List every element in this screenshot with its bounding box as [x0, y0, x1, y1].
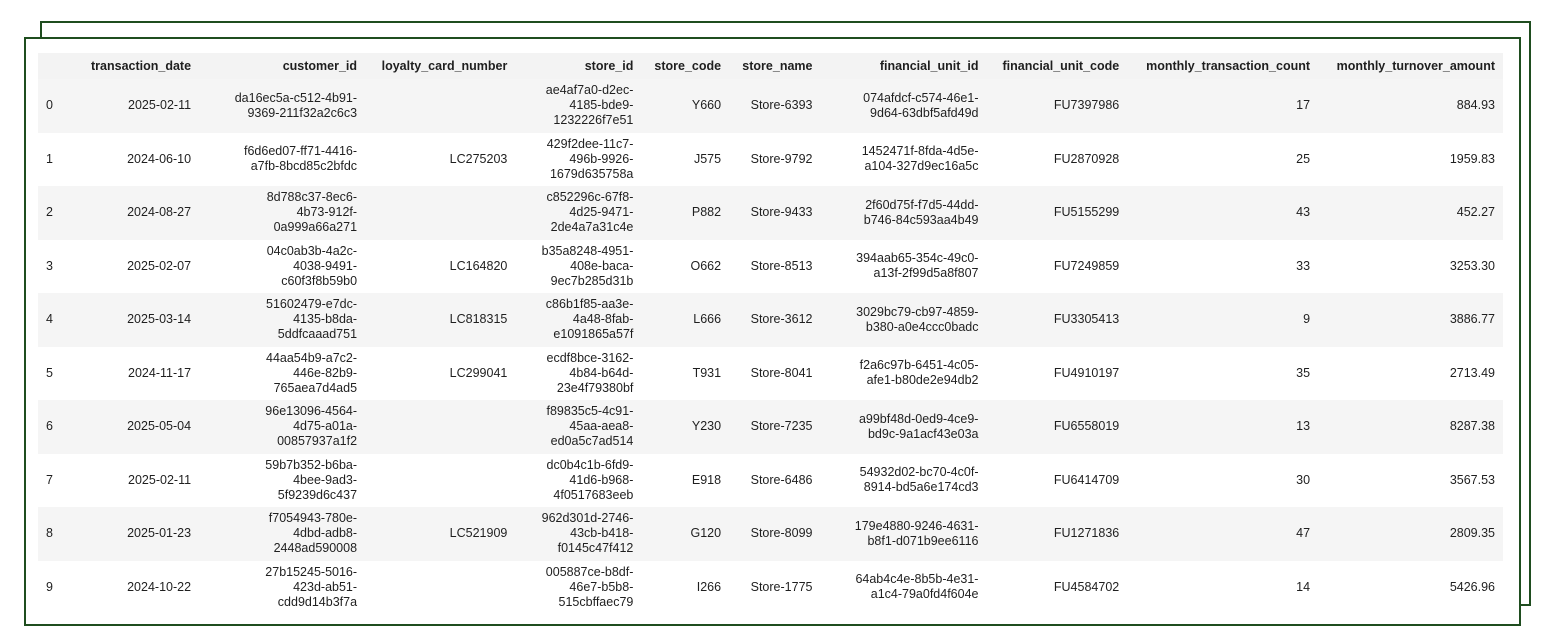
column-header-store-name: store_name	[729, 53, 820, 79]
cell-line: b8f1-d071b9ee6116	[867, 533, 979, 548]
cell-line: 43cb-b418-	[570, 526, 634, 541]
cell-line: c86b1f85-aa3e-	[545, 297, 634, 312]
cell-line: f89835c5-4c91-	[546, 404, 634, 419]
row-index: 4	[38, 293, 76, 347]
row-index: 7	[38, 454, 76, 508]
cell-store-id	[515, 561, 641, 615]
cell-line: 4d75-a01a-	[293, 419, 358, 434]
cell-transaction-date: 2025-05-04	[76, 400, 199, 454]
cell-financial-unit-code: FU7249859	[986, 240, 1127, 294]
cell-line: 4185-bde9-	[569, 98, 634, 113]
cell-store-code: T931	[641, 347, 729, 401]
cell-financial-unit-code: FU6558019	[986, 400, 1127, 454]
cell-store-name: Store-1775	[729, 561, 820, 615]
cell-financial-unit-id	[820, 454, 986, 508]
cell-line: a7fb-8bcd85c2bfdc	[250, 159, 358, 174]
table-row	[38, 240, 1503, 294]
cell-loyalty-card-number	[365, 79, 515, 133]
cell-financial-unit-id	[820, 400, 986, 454]
cell-financial-unit-code: FU7397986	[986, 79, 1127, 133]
cell-monthly-transaction-count: 47	[1127, 507, 1318, 561]
cell-line: 4d25-9471-	[569, 205, 634, 220]
column-header-monthly-turnover-amount: monthly_turnover_amount	[1318, 53, 1503, 79]
cell-line: 9ec7b285d31b	[550, 273, 634, 288]
cell-line: c852296c-67f8-	[546, 190, 634, 205]
cell-financial-unit-id	[820, 507, 986, 561]
cell-line: 446e-82b9-	[293, 365, 358, 380]
table-row	[38, 400, 1503, 454]
cell-line: b746-84c593aa4b49	[863, 212, 979, 227]
cell-line: 8d788c37-8ec6-	[266, 190, 358, 205]
cell-store-id	[515, 293, 641, 347]
cell-store-name: Store-8099	[729, 507, 820, 561]
row-index: 6	[38, 400, 76, 454]
cell-line: bd9c-9a1acf43e03a	[867, 426, 979, 441]
cell-line: 46e7-b5b8-	[569, 579, 634, 594]
cell-line: f2a6c97b-6451-4c05-	[859, 358, 979, 373]
cell-line: e1091865a57f	[553, 327, 634, 342]
column-header-monthly-transaction-count: monthly_transaction_count	[1127, 53, 1318, 79]
cell-line: 96e13096-4564-	[265, 404, 358, 419]
table-body	[38, 79, 1503, 614]
cell-line: 00857937a1f2	[277, 434, 358, 449]
cell-transaction-date: 2025-02-11	[76, 454, 199, 508]
column-header-transaction-date: transaction_date	[76, 53, 199, 79]
cell-transaction-date: 2024-06-10	[76, 133, 199, 187]
cell-customer-id	[199, 347, 365, 401]
dataframe-frame	[24, 37, 1521, 626]
cell-store-code: J575	[641, 133, 729, 187]
cell-monthly-transaction-count: 17	[1127, 79, 1318, 133]
cell-customer-id	[199, 133, 365, 187]
dataframe-table	[38, 53, 1503, 614]
row-index: 8	[38, 507, 76, 561]
row-index: 1	[38, 133, 76, 187]
cell-loyalty-card-number	[365, 186, 515, 240]
cell-loyalty-card-number: LC164820	[365, 240, 515, 294]
cell-line: 408e-baca-	[570, 258, 634, 273]
cell-customer-id	[199, 79, 365, 133]
cell-monthly-transaction-count: 25	[1127, 133, 1318, 187]
cell-line: 4a48-8fab-	[572, 312, 634, 327]
cell-financial-unit-code: FU2870928	[986, 133, 1127, 187]
cell-financial-unit-id	[820, 79, 986, 133]
cell-store-id	[515, 240, 641, 294]
cell-transaction-date: 2025-01-23	[76, 507, 199, 561]
cell-financial-unit-code: FU1271836	[986, 507, 1127, 561]
cell-line: 962d301d-2746-	[541, 511, 634, 526]
cell-line: cdd9d14b3f7a	[277, 594, 358, 609]
column-header-store-code: store_code	[641, 53, 729, 79]
column-header-financial-unit-code: financial_unit_code	[986, 53, 1127, 79]
row-index: 0	[38, 79, 76, 133]
cell-monthly-turnover-amount: 5426.96	[1318, 561, 1503, 615]
cell-line: 423d-ab51-	[293, 579, 358, 594]
cell-monthly-transaction-count: 43	[1127, 186, 1318, 240]
table-row	[38, 347, 1503, 401]
cell-line: ed0a5c7ad514	[550, 434, 634, 449]
cell-customer-id	[199, 293, 365, 347]
table-row	[38, 561, 1503, 615]
cell-line: 41d6-b968-	[569, 472, 634, 487]
cell-financial-unit-code: FU5155299	[986, 186, 1127, 240]
cell-line: dc0b4c1b-6fd9-	[546, 457, 634, 472]
cell-monthly-turnover-amount: 884.93	[1318, 79, 1503, 133]
cell-monthly-transaction-count: 14	[1127, 561, 1318, 615]
cell-line: 1679d635758a	[549, 166, 634, 181]
cell-loyalty-card-number: LC818315	[365, 293, 515, 347]
cell-loyalty-card-number	[365, 454, 515, 508]
cell-financial-unit-id	[820, 561, 986, 615]
cell-line: da16ec5a-c512-4b91-	[234, 90, 358, 105]
header-row	[38, 53, 1503, 79]
cell-line: ae4af7a0-d2ec-	[545, 83, 634, 98]
cell-line: c60f3f8b59b0	[281, 273, 358, 288]
cell-store-id	[515, 347, 641, 401]
cell-store-id	[515, 186, 641, 240]
cell-transaction-date: 2025-02-07	[76, 240, 199, 294]
cell-store-name: Store-7235	[729, 400, 820, 454]
row-index: 5	[38, 347, 76, 401]
cell-line: b35a8248-4951-	[541, 243, 634, 258]
cell-line: 2448ad590008	[273, 541, 358, 556]
cell-monthly-turnover-amount: 3253.30	[1318, 240, 1503, 294]
cell-customer-id	[199, 400, 365, 454]
cell-line: 59b7b352-b6ba-	[265, 457, 358, 472]
cell-monthly-turnover-amount: 1959.83	[1318, 133, 1503, 187]
cell-store-code: E918	[641, 454, 729, 508]
cell-monthly-transaction-count: 30	[1127, 454, 1318, 508]
cell-loyalty-card-number: LC521909	[365, 507, 515, 561]
cell-loyalty-card-number: LC299041	[365, 347, 515, 401]
cell-store-name: Store-6393	[729, 79, 820, 133]
cell-monthly-turnover-amount: 3886.77	[1318, 293, 1503, 347]
cell-line: 4b73-912f-	[296, 205, 358, 220]
cell-line: a13f-2f99d5a8f807	[873, 266, 979, 281]
cell-monthly-turnover-amount: 2713.49	[1318, 347, 1503, 401]
cell-line: 0a999a66a271	[273, 220, 358, 235]
table-row	[38, 507, 1503, 561]
cell-line: 074afdcf-c574-46e1-	[863, 90, 979, 105]
cell-store-code: O662	[641, 240, 729, 294]
cell-customer-id	[199, 240, 365, 294]
cell-line: 9369-211f32a2c6c3	[247, 105, 358, 120]
cell-transaction-date: 2024-08-27	[76, 186, 199, 240]
cell-line: 04c0ab3b-4a2c-	[266, 243, 358, 258]
cell-transaction-date: 2024-10-22	[76, 561, 199, 615]
cell-line: 45aa-aea8-	[569, 419, 634, 434]
cell-line: 5ddfcaaad751	[277, 327, 358, 342]
cell-store-id	[515, 507, 641, 561]
cell-store-code: Y230	[641, 400, 729, 454]
cell-line: 3029bc79-cb97-4859-	[856, 304, 979, 319]
cell-line: 4bee-9ad3-	[293, 472, 358, 487]
table-row	[38, 79, 1503, 133]
cell-line: 765aea7d4ad5	[273, 380, 358, 395]
cell-line: 2de4a7a31c4e	[550, 220, 634, 235]
cell-monthly-turnover-amount: 3567.53	[1318, 454, 1503, 508]
cell-line: 51602479-e7dc-	[266, 297, 358, 312]
cell-store-code: Y660	[641, 79, 729, 133]
cell-financial-unit-code: FU6414709	[986, 454, 1127, 508]
row-index: 2	[38, 186, 76, 240]
cell-line: 4038-9491-	[293, 258, 358, 273]
cell-line: 5f9239d6c437	[277, 487, 358, 502]
cell-monthly-turnover-amount: 452.27	[1318, 186, 1503, 240]
cell-store-code: P882	[641, 186, 729, 240]
cell-line: 8914-bd5a6e174cd3	[863, 480, 979, 495]
cell-line: 429f2dee-11c7-	[546, 136, 634, 151]
cell-transaction-date: 2025-03-14	[76, 293, 199, 347]
cell-loyalty-card-number: LC275203	[365, 133, 515, 187]
cell-customer-id	[199, 561, 365, 615]
table-row	[38, 293, 1503, 347]
cell-line: a1c4-79a0fd4f604e	[870, 587, 979, 602]
cell-line: 23e4f79380bf	[556, 380, 634, 395]
cell-monthly-turnover-amount: 8287.38	[1318, 400, 1503, 454]
cell-line: 44aa54b9-a7c2-	[266, 350, 358, 365]
cell-line: 9d64-63dbf5afd49d	[870, 105, 979, 120]
cell-monthly-transaction-count: 13	[1127, 400, 1318, 454]
cell-line: 394aab65-354c-49c0-	[856, 251, 979, 266]
cell-financial-unit-code: FU4584702	[986, 561, 1127, 615]
cell-store-name: Store-6486	[729, 454, 820, 508]
cell-store-code: L666	[641, 293, 729, 347]
cell-transaction-date: 2024-11-17	[76, 347, 199, 401]
cell-monthly-transaction-count: 35	[1127, 347, 1318, 401]
cell-line: 54932d02-bc70-4c0f-	[859, 465, 979, 480]
row-index: 3	[38, 240, 76, 294]
column-header-store-id: store_id	[515, 53, 641, 79]
column-header-loyalty-card-number: loyalty_card_number	[365, 53, 515, 79]
cell-monthly-turnover-amount: 2809.35	[1318, 507, 1503, 561]
cell-loyalty-card-number	[365, 400, 515, 454]
cell-financial-unit-code: FU4910197	[986, 347, 1127, 401]
cell-financial-unit-id	[820, 186, 986, 240]
cell-store-name: Store-3612	[729, 293, 820, 347]
cell-store-name: Store-8513	[729, 240, 820, 294]
row-index: 9	[38, 561, 76, 615]
cell-store-id	[515, 454, 641, 508]
cell-line: 4135-b8da-	[293, 312, 358, 327]
cell-transaction-date: 2025-02-11	[76, 79, 199, 133]
cell-line: afe1-b80de2e94db2	[866, 373, 979, 388]
table-row	[38, 186, 1503, 240]
cell-customer-id	[199, 507, 365, 561]
cell-loyalty-card-number	[365, 561, 515, 615]
cell-line: 27b15245-5016-	[265, 564, 358, 579]
cell-monthly-transaction-count: 9	[1127, 293, 1318, 347]
cell-line: 4f0517683eeb	[553, 487, 634, 502]
cell-line: 64ab4c4e-8b5b-4e31-	[855, 572, 979, 587]
column-header-customer-id: customer_id	[199, 53, 365, 79]
cell-line: a99bf48d-0ed9-4ce9-	[858, 411, 979, 426]
cell-store-name: Store-8041	[729, 347, 820, 401]
cell-line: a104-327d9ec16a5c	[864, 159, 979, 174]
cell-line: ecdf8bce-3162-	[546, 350, 634, 365]
cell-line: 2f60d75f-f7d5-44dd-	[865, 197, 979, 212]
table-row	[38, 133, 1503, 187]
cell-financial-unit-id	[820, 240, 986, 294]
dataframe-container	[38, 53, 1503, 614]
cell-line: 1232226f7e51	[553, 113, 634, 128]
cell-financial-unit-id	[820, 293, 986, 347]
cell-line: 4dbd-adb8-	[293, 526, 358, 541]
cell-line: 515cbffaec79	[558, 594, 634, 609]
cell-store-id	[515, 133, 641, 187]
cell-line: 4b84-b64d-	[569, 365, 634, 380]
cell-financial-unit-id	[820, 347, 986, 401]
cell-line: 1452471f-8fda-4d5e-	[861, 144, 979, 159]
cell-line: f6d6ed07-ff71-4416-	[243, 144, 358, 159]
cell-store-id	[515, 400, 641, 454]
cell-store-code: G120	[641, 507, 729, 561]
cell-customer-id	[199, 186, 365, 240]
cell-monthly-transaction-count: 33	[1127, 240, 1318, 294]
cell-store-name: Store-9433	[729, 186, 820, 240]
cell-customer-id	[199, 454, 365, 508]
column-header-index	[38, 53, 76, 79]
column-header-financial-unit-id: financial_unit_id	[820, 53, 986, 79]
cell-store-name: Store-9792	[729, 133, 820, 187]
cell-line: 496b-9926-	[569, 151, 634, 166]
table-row	[38, 454, 1503, 508]
cell-financial-unit-code: FU3305413	[986, 293, 1127, 347]
cell-store-id	[515, 79, 641, 133]
cell-line: f7054943-780e-	[268, 511, 358, 526]
cell-line: b380-a0e4ccc0badc	[865, 319, 979, 334]
cell-line: 005887ce-b8df-	[545, 564, 634, 579]
cell-line: f0145c47f412	[557, 541, 634, 556]
cell-store-code: I266	[641, 561, 729, 615]
cell-financial-unit-id	[820, 133, 986, 187]
cell-line: 179e4880-9246-4631-	[854, 518, 979, 533]
